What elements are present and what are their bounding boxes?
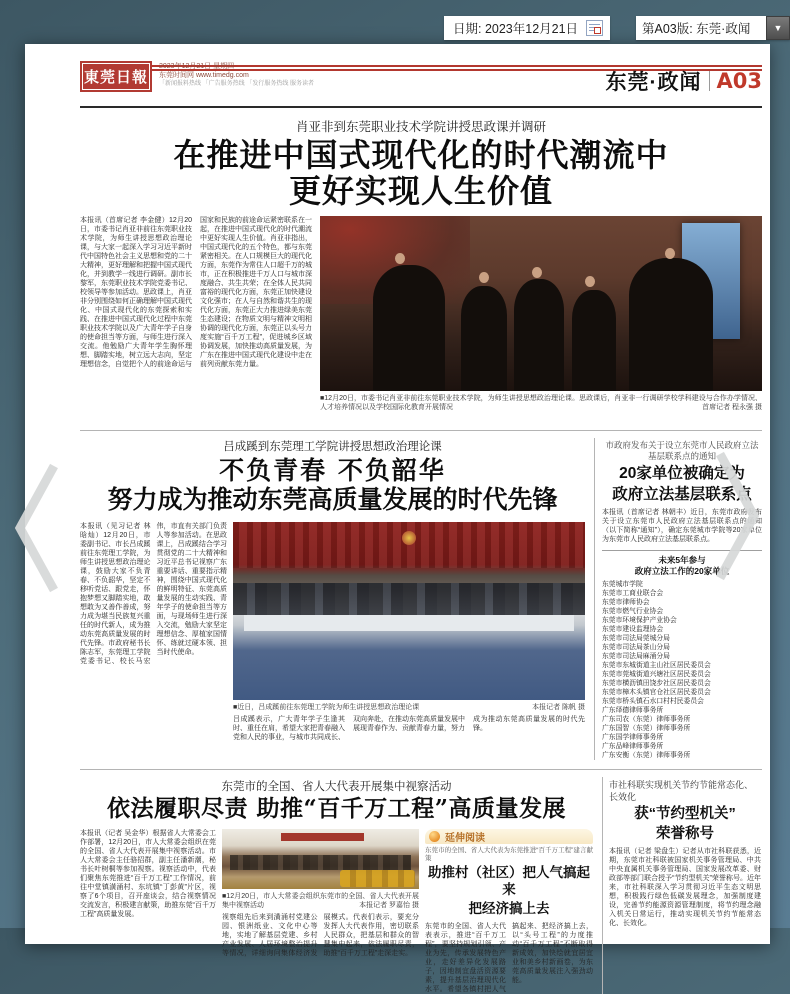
- article-3-photo-credit: 本报记者 罗嘉怡 摄: [351, 901, 419, 910]
- list-item: 东莞市司法局麻涌分局: [602, 653, 670, 660]
- right-article-kicker: 市政府发布关于设立东莞市人民政府立法基层联系点的通知: [605, 440, 759, 461]
- photo-figure: [373, 265, 445, 391]
- list-item: 广东国学律师事务所: [602, 734, 664, 741]
- photo-face: [532, 267, 542, 278]
- extended-reading-kicker: 东莞市的全国、省人大代表为东莞推进“百千万工程”建言献策: [425, 847, 593, 862]
- date-field[interactable]: [444, 16, 610, 40]
- article-3-body: 本报讯（记者 吴金华）根据省人大常委会工作部署，12月20日，市人大常委会组织在莞的全国、省人大代表开展集中视察活动。市人大常委会主任骆招群，副主任潘新潮，秘书长叶树桐等参加视察。视察活动中，代表们聚焦东莞推进“百千万工程”工作情况，前往中堂镇潢涌村、东坑镇“丁彭黄”片区，视察了6个项目，召开座谈会，结合视察情况交流发言，积极建言献策，助推东莞“百千万工程”高质量发展。: [80, 830, 216, 918]
- photo-chairs: [340, 870, 415, 887]
- article-2-caption: ■近日，吕成蹊前往东莞理工学院为师生讲授思想政治理论课 本报记者 陈帆 摄: [233, 704, 585, 711]
- masthead-website: 东莞时间网 www.timedg.com: [159, 71, 249, 79]
- article-3-photo: [222, 829, 419, 889]
- list-item: 广东司农（东莞）律师事务所: [602, 716, 691, 723]
- photo-table: [244, 615, 575, 631]
- article-2-body-bottom: 吕成蹊表示，广大青年学子生逢其时、重任在肩，希望大家把青春融入党和人民的事业，与城市共同成长、双向奔赴，在推动东莞高质量发展中展现青春作为、贡献青春力量，努力成为推动东莞高质量发展的时代先锋。: [233, 716, 585, 741]
- newspaper-page: [25, 44, 770, 993]
- article-3-kicker: 东莞市的全国、省人大代表开展集中视察活动: [221, 781, 452, 793]
- calendar-icon[interactable]: [586, 20, 603, 36]
- dropdown-arrow-button[interactable]: ▼: [766, 16, 790, 40]
- list-item: 东莞市工商业联合会: [602, 590, 664, 597]
- list-item: 东莞市桥头镇石水口村村民委员会: [602, 698, 704, 705]
- section-header: [606, 66, 762, 96]
- right-article-body: 本报讯（首席记者 林朝丰）近日，东莞市政府发布关于设立东莞市人民政府立法基层联系点的通知（以下简称“通知”），确定东莞城市学院等20家单位为东莞市人民政府立法基层联系点。: [602, 509, 762, 543]
- page-selector-value: 第A03版: 东莞·政闻: [636, 16, 766, 40]
- extended-reading-headline-line1: 助推村（社区）把人气搞起来: [428, 865, 590, 898]
- list-item: 东莞市东城街道主山社区居民委员会: [602, 662, 711, 669]
- list-item: 广东绎德律师事务所: [602, 707, 664, 714]
- article-1-body: 本报讯（首席记者 李金健）12月20日，市委书记肖亚非前往东莞职业技术学院，为师生讲授思想政治理论课，与大家一起深入学习习近平新时代中国特色社会主义思想和党的二十大精神，更好理解和把握中国式现代化，并到教学一线进行调研。副市长黎军，东莞职业技术学院党委书记、校领导等参加活动。思政课上，肖亚非分别围绕如何正确理解中国式现代化、中国式现代化的东莞探索和实践、在推进中国式现代化过程中东莞职业技术学院以及广大青年学子自身的使命担当等方面，与师生进行深入交流。他勉励广大青年学生胸怀理想、脚踏实地，树立远大志向，坚定理想信念，自觉把个人的前途命运与国家和民族的前途命运紧密联系在一起，在推进中国式现代化的时代潮流中更好实现人生价值。肖亚非指出，中国式现代化的五个特色，都与东莞紧密相关。在人口规模巨大的现代化方面，东莞作为常住人口超千万的城市，正在积极推进千万人口与城市深度融合、共生共荣；在全体人民共同富裕的现代化方面，东莞正加快建设文化强市；在人与自然和谐共生的现代化方面，东莞正大力推进绿美东莞生态建设；在物质文明与精神文明相协调的现代化方面，东莞正以头号力度实施“百千万工程”，促进城乡区域协调发展，加快推动高质量发展，为广东在推进中国式现代化建设中走在前列贡献东莞力量。: [80, 217, 312, 368]
- article-2-body: 本报讯（见习记者 林晗灿）12月20日，市委副书记、市长吕成蹊前往东莞理工学院，为师生讲授思想政治理论课，鼓励大家不负青春、不负韶华，坚定不移听党话、跟党走，怀抱梦想又脚踏实地，敢想敢为又善作善成，努力成为堪当民族复兴重任的时代新人，成为推动东莞高质量发展的时代先锋。市政府秘书长陈志军，东莞理工学院党委书记、校长马宏伟，市直有关部门负责人等参加活动。在思政课上，吕成蹊结合学习贯彻党的二十大精神和习近平总书记视察广东重要讲话、重要指示精神，围绕中国式现代化的鲜明特征、东莞高质量发展的生动实践、青年学子的使命担当等方面，与现场师生进行深入交流，勉励大家坚定理想信念、厚植家国情怀、练就过硬本领、担当时代使命。: [80, 523, 227, 665]
- photo-figure: [514, 279, 564, 391]
- viewer-toolbar: [444, 16, 790, 40]
- list-item: 东莞市律师协会: [602, 599, 650, 606]
- next-page-button[interactable]: [712, 446, 766, 586]
- extended-reading-label: 延伸阅读: [445, 833, 485, 844]
- article-2-photo: [233, 522, 585, 700]
- article-2: [80, 438, 585, 760]
- article-1-caption: ■12月20日，市委书记肖亚非前往东莞职业技术学院，为师生讲授思想政治理论课。思政课后，肖亚非一行调研学校学科建设与合作办学情况、人才培养情况以及学校国际化教育开展情况 首席记者 程永强 摄: [320, 395, 762, 411]
- article-2-headline-line1: 不负青春 不负韶华: [219, 456, 446, 485]
- list-item: 东莞市燃气行业协会: [602, 608, 664, 615]
- photo-people-row: [230, 855, 411, 869]
- list-item: 东莞市樟木头镇官仓社区居民委员会: [602, 689, 711, 696]
- right-article-headline-line2: 政府立法基层联系点: [612, 486, 752, 503]
- sidebar2-headline-line2: 荣誉称号: [656, 826, 714, 842]
- photo-people-row: [233, 583, 585, 615]
- list-item: 东莞市横沥镇田饶步社区居民委员会: [602, 680, 711, 687]
- chevron-right-icon: [712, 446, 766, 586]
- article-2-photo-block: [233, 522, 585, 746]
- right-column-article-2: [602, 777, 761, 994]
- photo-emblem: [402, 531, 416, 545]
- page-number: A03: [716, 69, 762, 93]
- article-2-kicker: 吕成蹊到东莞理工学院讲授思想政治理论课: [223, 441, 442, 453]
- list-item: 东莞市环境保护产业协会: [602, 617, 677, 624]
- section-rule-2: [80, 769, 762, 770]
- article-2-headline-line2: 努力成为推动东莞高质量发展的时代先锋: [107, 485, 558, 514]
- extended-reading-icon: [429, 831, 440, 842]
- right-article-headline-line1: 20家单位被确定为: [619, 465, 745, 482]
- photo-face: [665, 248, 675, 259]
- page-selector[interactable]: [636, 16, 790, 40]
- extended-reading-headline-line2: 把经济搞上去: [468, 901, 550, 917]
- masthead-info: [159, 63, 314, 88]
- masthead-hotlines: 「新闻报料热线 「广告服务热线 「发行服务热线 服务读者: [159, 81, 315, 87]
- article-1-headline-line2: 更好实现人生价值: [288, 172, 553, 210]
- list-item: 东莞市司法局茶山分局: [602, 644, 670, 651]
- photo-figure: [461, 286, 507, 391]
- list-item: 广东品峰律师事务所: [602, 743, 664, 750]
- article-1-photo: [320, 216, 762, 391]
- masthead-date: 2023年12月21日 星期四: [159, 63, 235, 70]
- units-box-title-line1: 未来5年参与: [658, 555, 706, 565]
- article-1-kicker: 肖亚非到东莞职业技术学院讲授思政课并调研: [295, 120, 546, 134]
- sidebar2-headline-line1: 获“节约型机关”: [634, 806, 736, 822]
- section-divider: [709, 71, 710, 91]
- units-list: [602, 580, 762, 760]
- list-item: 东莞市司法局莞城分局: [602, 635, 670, 642]
- section-name: 东莞·政闻: [605, 71, 702, 94]
- photo-face: [585, 276, 595, 287]
- photo-face: [395, 253, 405, 264]
- newspaper-logo: [80, 61, 152, 92]
- list-item: 广东安衡（东莞）律师事务所: [602, 752, 691, 759]
- sidebar2-kicker: 市社科联实现机关节约节能常态化、长效化: [609, 780, 754, 802]
- units-box-title-line2: 政府立法工作的20家单位: [634, 566, 730, 576]
- sidebar2-body: 本报讯（记者 梁盘生）记者从市社科联获悉，近期，东莞市社科联被国家机关事务管理局、中共中央直属机关事务管理局、国家发展改革委、财政部等部门联合授予“节约型机关”荣誉称号。近年来，市社科联深入学习贯彻习近平生态文明思想，积极践行绿色低碳发展理念，加强制度建设，完善节约能源资源管理制度，将节约理念融入机关日常运行，推动实现机关节约节能常态化、长效化。: [609, 848, 761, 927]
- newspaper-logo-text: 東莞日報: [82, 63, 150, 90]
- photo-banner: [281, 833, 364, 841]
- article-1-headline-line1: 在推进中国式现代化的时代潮流中: [173, 136, 669, 174]
- article-3: [80, 777, 593, 994]
- photo-face: [479, 272, 489, 283]
- photo-figure: [572, 290, 616, 392]
- article-3-caption: ■12月20日，市人大常委会组织东莞市的全国、省人大代表开展集中视察活动 本报记者 罗嘉怡 摄: [222, 893, 419, 909]
- extended-reading-body: 东莞市的全国、省人大代表表示，推进“百千万工程”，要坚持规划引领、产业为先，传承发展特色产业，走好差异化发展路子，因地制宜盘活资源要素，提升基层治理现代化水平。希望各镇村把人气搞起来、把经济搞上去，以“头号工程”的力度推动“百千万工程”不断取得新成效，加快绘就宜居宜业和美乡村新画卷，为东莞高质量发展注入强劲动能。: [425, 923, 593, 993]
- previous-page-button[interactable]: [8, 458, 62, 598]
- list-item: 东莞城市学院: [602, 581, 643, 588]
- list-item: 东莞市建设监理协会: [602, 626, 664, 633]
- section-rule: [80, 430, 762, 431]
- article-1-photo-credit: 首席记者 程永强 摄: [694, 403, 762, 412]
- article-1-photo-block: [320, 216, 762, 421]
- photo-figure: [629, 258, 713, 391]
- masthead: [80, 60, 762, 108]
- chevron-left-icon: [8, 458, 62, 598]
- list-item: 东莞市莞城街道兴塘社区居民委员会: [602, 671, 711, 678]
- article-3-photo-block: [222, 829, 419, 994]
- article-2-photo-credit: 本报记者 陈帆 摄: [524, 703, 585, 712]
- article-1: [80, 117, 762, 421]
- date-label: 日期: 2023年12月21日: [453, 22, 579, 36]
- article-3-headline: 依法履职尽责 助推“百千万工程”高质量发展: [107, 795, 566, 822]
- list-item: 广东国智（东莞）律师事务所: [602, 725, 691, 732]
- extended-reading-header: [425, 829, 593, 844]
- extended-reading-box: [425, 829, 593, 994]
- article-3-body-bottom: 视察组先后来到潢涌村党建公园、银洲纸业、文化中心等地，实地了解基层党建、乡村产业发展、人居环境整治提升等情况，详细询问集体经济发展模式。代表们表示，要充分发挥人大代表作用，密切联系人民群众，把基层和群众的智慧集中起来，依法履职尽责，助推“百千万工程”走深走实。: [222, 914, 419, 957]
